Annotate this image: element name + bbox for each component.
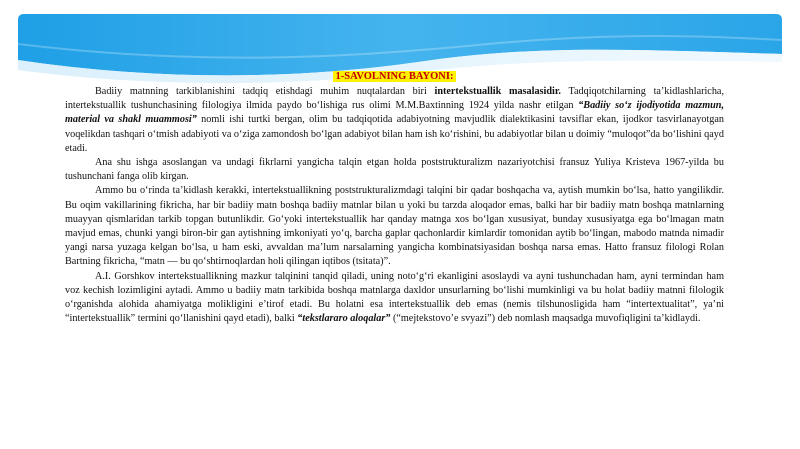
paragraph-2 bbox=[65, 156, 724, 184]
question-heading bbox=[65, 70, 724, 84]
paragraph-3 bbox=[65, 184, 724, 269]
question-heading-text: 1-SAVOLNING BAYONI: bbox=[333, 71, 457, 82]
bold-italic-quote: “tekstlararo aloqalar” bbox=[297, 313, 391, 325]
bold-term: intertekstuallik masalasidir. bbox=[434, 86, 561, 97]
text-run: Tadqiqotchilarning ta’kidlashlaricha, intertekstuallik tushunchasining filologiya ilmida paydo bo‘lishiga rus olimi M.M.Baxtinning 1924 yilda nashr etilgan bbox=[65, 86, 724, 112]
text-run: nomli ishi turtki bergan, olim bu tadqiqotida adabiyotning mavjudlik dialektikasini tavsiflar ekan, ijodkor tasvirlanayotgan voqelikdan tashqari o‘tmish adabiyoti va o‘ziga zamondosh bo‘lgan adabiyot bilan ham ish ko‘rishini, bu adabiyotlar bilan u doimiy “muloqot”da bo‘lishini qayd etadi. bbox=[65, 114, 724, 154]
text-run: Ana shu ishga asoslangan va undagi fikrlarni yangicha talqin etgan holda poststrukturalizm nazariyotchisi fransuz Yuliya Kristeva 1967-yilda bu tushunchani fanga olib kirgan. bbox=[65, 157, 724, 183]
body-text bbox=[65, 85, 724, 326]
paragraph-4 bbox=[65, 270, 724, 327]
bold-italic-quote: “Badiiy so‘z ijodiyotida mazmun, material va shakl muammosi” bbox=[65, 100, 725, 126]
slide-content bbox=[65, 70, 724, 326]
text-run: Ammo bu o‘rinda ta’kidlash kerakki, intertekstuallikning poststrukturalizmdagi talqini bir qadar boshqacha va, aytish mumkin bo‘lsa, hatto yangilikdir. Bu oqim vakillarining fikricha, har bir badiiy matn boshqa badiiy matnlar bilan u yoki bu tarzda aloqador emas, balki har bir badiiy matn boshqa matnlarning muayyan qismlaridan tarkib topgan butunlikdir. Go‘yoki intertekstuallik har qanday matnga xos bo‘lgan xususiyat, bunday xususiyatga ega bo‘lmagan matn mavjud emas, chunki yangi biron-bir gan aytishning imkoniyati yo‘q, barcha gaplar qachonlardir kimlardir tomonidan aytib bo‘lingan, mabodo matnda nimadir yangi narsa yuzaga kelgan bo‘lsa, u ham eski, avvaldan ma’lum narsalarning yangicha kombinatsiyasidan boshqa narsa emas. Hatto fransuz filologi Rolan Bartning fikricha, “matn — bu qo‘shtirnoqlardan holi qilingan iqtibos (tsitata)”. bbox=[65, 185, 724, 268]
text-run: A.I. Gorshkov intertekstuallikning mazkur talqinini tanqid qiladi, uning noto‘g‘ri ekanligini asoslaydi va ayni tushunchadan ham, ayni termindan ham voz kechish lozimligini aytadi. Ammo u badiiy matn tarkibida boshqa matnlarga daxldor unsurlarning bo‘lishi mumkinligi va bu holat badiiy matnni filologik o‘rganishda alohida ahamiyatga molikligini e’tirof etadi. Bu holatni esa intertekstuallik deb emas (nemis tilshunosligida ham “intertextualitat”, ya’ni “intertekstuallik” termini qo‘llanishini qayd etadi), balki bbox=[65, 270, 724, 325]
text-run: (“mejtekstovo’e svyazi”) deb nomlash maqsadga muvofiqligini ta’kidlaydi. bbox=[390, 313, 701, 325]
text-run: Badiiy matnning tarkiblanishini tadqiq etishdagi muhim nuqtalardan biri bbox=[95, 86, 435, 97]
paragraph-1 bbox=[65, 85, 724, 156]
